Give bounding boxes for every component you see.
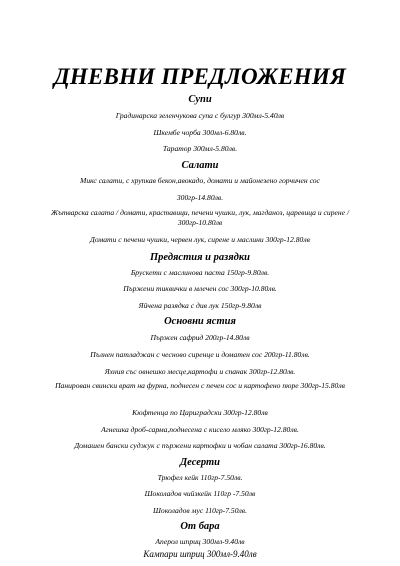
section-heading-soups: Супи <box>188 94 212 105</box>
menu-item: Шоколадов мус 110гр-7.50лв. <box>152 505 248 515</box>
section-heading-starters: Предястия и разядки <box>150 251 250 263</box>
menu-item: Пържен сафрид 200гр-14.80лв <box>150 332 250 342</box>
menu-item: 300гр-14.80лв. <box>176 192 224 202</box>
section-heading-mains: Основни ястия <box>164 316 236 328</box>
menu-item: Таратор 300мл-5.80лв. <box>162 144 238 154</box>
section-heading-desserts: Десерти <box>180 456 220 468</box>
page-title: ДНЕВНИ ПРЕДЛОЖЕНИЯ <box>54 64 346 89</box>
menu-item: Пълнен патладжан с чесново сиренце и доматен сос 200гр-11.80лв. <box>90 350 310 360</box>
menu-item: Брускети с маслинова паста 150гр-9.80лв. <box>130 268 270 277</box>
menu-item: Панирован свински врат на фурна, поднесен с печен сос и картофено пюре 300гр-15.80лв <box>55 381 345 391</box>
menu-item: Трюфел кейк 110гр-7.50лв. <box>157 472 243 482</box>
menu-item: Яхния със овнешко месце,картофи и спанак 300гр-12.80лв. <box>104 366 296 376</box>
menu-item: Пържени тиквички в млечен сос 300гр-10.80лв. <box>123 284 277 294</box>
menu-item: Кампари шприц 300мл-9.40лв <box>143 549 257 560</box>
menu-item: Домашен бански суджук с пържени картофки и чобан салата 300гр-16.80лв. <box>74 441 326 451</box>
menu-item: Шкембе чорба 300мл-6.80лв. <box>153 127 247 137</box>
menu-item: Яйчена разядка с див лук 150гр-9.80лв <box>138 300 262 310</box>
menu-item: Агнешка дроб-сарма,поднесена с кисело мляко 300гр-12.80лв. <box>101 424 299 434</box>
menu-item: Шоколадов чийзкейк 110гр -7.50лв <box>144 489 256 499</box>
menu-item: Градинарска зеленчукова супа с булгур 300мл-5.40лв <box>115 111 285 121</box>
menu-item: Аперол шприц 300мл-9.40лв <box>155 536 245 546</box>
menu-item: Жътварска салата / домати, краставици, печени чушки, лук, магданоз, царевица и сирене / 300гр-10.80лв <box>50 208 350 228</box>
menu-item: Домати с печени чушки, червен лук, сирене и маслини 300гр-12.80лв <box>90 235 310 245</box>
menu-item: Микс салати, с хрупкав бекон,авокадо, домати и майонезено горчичен сос <box>80 176 320 186</box>
menu-item: Кюфтенца по Цариградски 300гр-12.80лв <box>132 408 268 418</box>
section-heading-salads: Салати <box>181 159 219 171</box>
section-heading-bar: От бара <box>180 521 220 533</box>
